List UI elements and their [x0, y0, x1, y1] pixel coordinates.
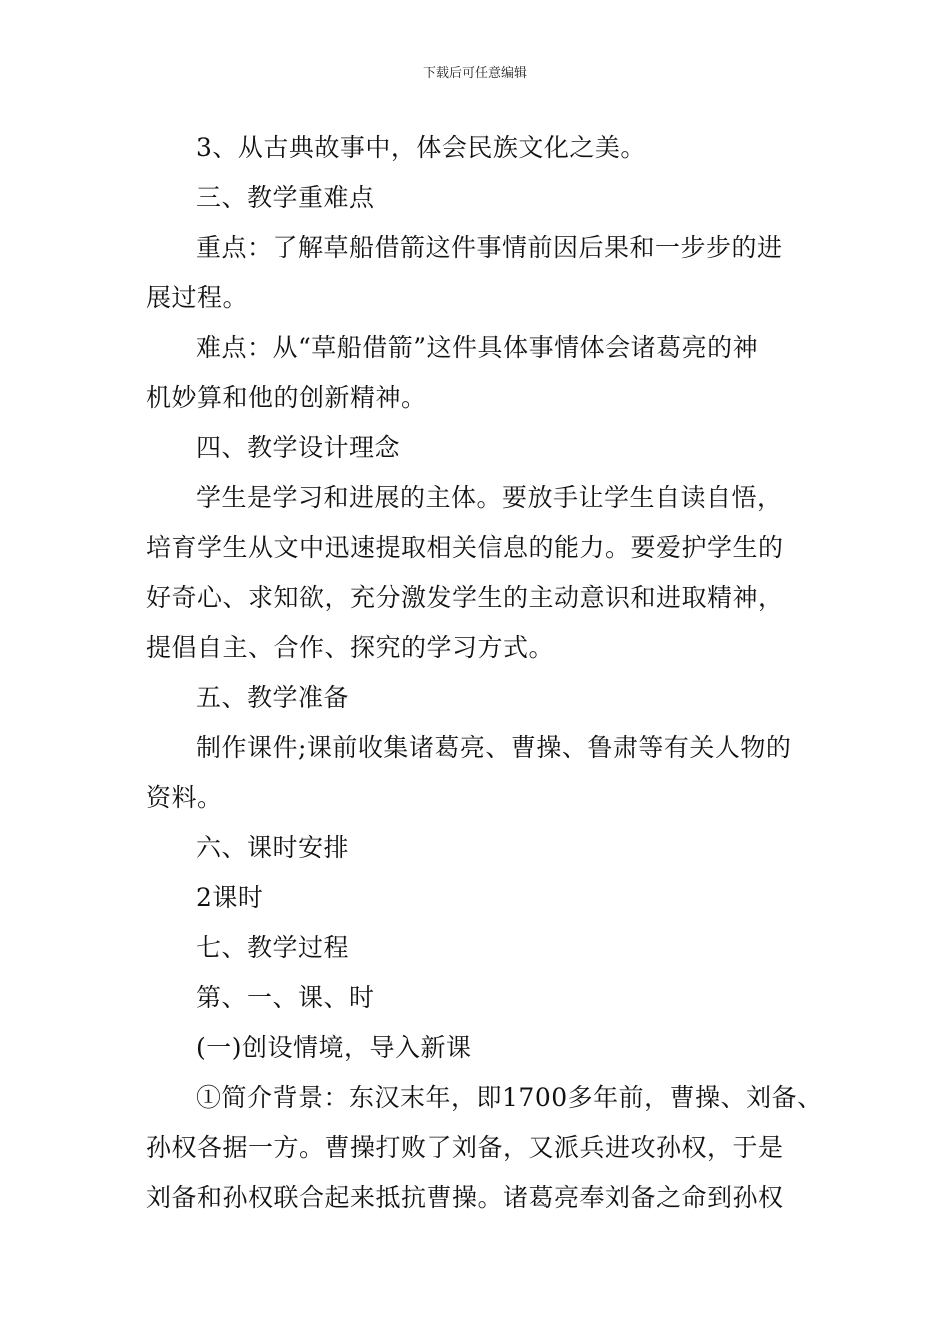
text-line: ①简介背景：东汉末年，即1700多年前，曹操、刘备、	[196, 1083, 823, 1112]
section-heading: 五、教学准备	[196, 683, 350, 712]
text-line: 3、从古典故事中，体会民族文化之美。	[196, 133, 646, 162]
text-line: 培育学生从文中迅速提取相关信息的能力。要爱护学生的	[146, 533, 784, 562]
section-heading: 七、教学过程	[196, 933, 350, 962]
text-line: 孙权各据一方。曹操打败了刘备，又派兵进攻孙权，于是	[146, 1133, 784, 1162]
text-line: 展过程。	[146, 283, 249, 312]
subsection-heading: (一)创设情境，导入新课	[196, 1033, 472, 1062]
text-line: 制作课件;课前收集诸葛亮、曹操、鲁肃等有关人物的	[196, 733, 792, 762]
text-line: 提倡自主、合作、探究的学习方式。	[146, 633, 555, 662]
section-heading: 三、教学重难点	[196, 183, 375, 212]
page-header: 下载后可任意编辑	[422, 66, 527, 81]
section-heading: 四、教学设计理念	[196, 433, 401, 462]
text-line: 资料。	[146, 783, 223, 812]
text-line: 难点：从“草船借箭”这件具体事情体会诸葛亮的神	[196, 333, 759, 362]
text-line: 学生是学习和进展的主体。要放手让学生自读自悟，	[196, 483, 783, 512]
text-line: 刘备和孙权联合起来抵抗曹操。诸葛亮奉刘备之命到孙权	[146, 1183, 784, 1212]
section-heading: 六、课时安排	[196, 833, 350, 862]
text-line: 第、一、课、时	[196, 983, 375, 1012]
text-line: 机妙算和他的创新精神。	[146, 383, 427, 412]
text-line: 好奇心、求知欲，充分激发学生的主动意识和进取精神，	[146, 583, 784, 612]
text-line: 2课时	[196, 883, 264, 912]
text-line: 重点：了解草船借箭这件事情前因后果和一步步的进	[196, 233, 783, 262]
